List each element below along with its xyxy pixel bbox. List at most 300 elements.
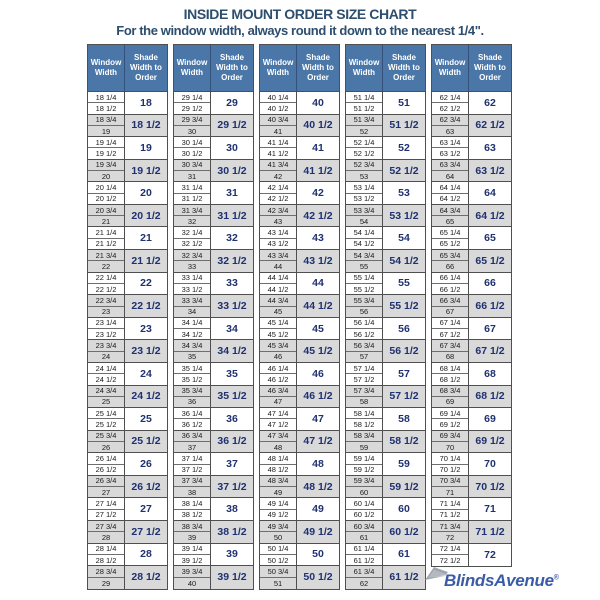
- size-group: [174, 476, 253, 499]
- window-width-cell: 40 1/2: [260, 103, 296, 113]
- shade-width-header: Shade Width to Order: [216, 53, 248, 82]
- window-width-column: [174, 318, 211, 340]
- window-width-cell: 54 1/4: [346, 227, 382, 238]
- shade-width-cell: 29 1/2: [211, 115, 253, 137]
- size-group: [88, 408, 167, 431]
- window-width-cell: 28 1/2: [88, 555, 124, 565]
- size-group: [432, 340, 511, 363]
- window-width-column: [346, 566, 383, 589]
- shade-width-cell: 67 1/2: [469, 340, 511, 362]
- window-width-column: [88, 250, 125, 272]
- window-width-cell: 34: [174, 307, 210, 317]
- window-width-column: [88, 227, 125, 249]
- window-width-column: [88, 160, 125, 182]
- window-width-cell: 61 3/4: [346, 566, 382, 578]
- window-width-cell: 71: [432, 487, 468, 497]
- window-width-cell: 39 1/4: [174, 544, 210, 555]
- shade-width-cell: 56: [383, 318, 425, 340]
- window-width-cell: 22 3/4: [88, 295, 124, 306]
- page-subtitle: For the window width, always round it down to the nearest 1/4".: [116, 23, 484, 38]
- window-width-column: [88, 566, 125, 589]
- window-width-cell: 55 3/4: [346, 295, 382, 306]
- window-width-cell: 33 1/2: [174, 284, 210, 294]
- window-width-cell: 21 3/4: [88, 250, 124, 261]
- size-group: [174, 340, 253, 363]
- window-width-cell: 43 1/4: [260, 227, 296, 238]
- window-width-column: [346, 340, 383, 362]
- size-group: [432, 498, 511, 521]
- window-width-column: [260, 521, 297, 543]
- window-width-column: [346, 92, 383, 114]
- shade-width-cell: 39 1/2: [211, 566, 253, 589]
- size-group: [432, 273, 511, 296]
- size-group: [88, 453, 167, 476]
- window-width-cell: 31 3/4: [174, 205, 210, 216]
- shade-width-cell: 48 1/2: [297, 476, 339, 498]
- size-group: [346, 340, 425, 363]
- window-width-column: [432, 92, 469, 114]
- size-group: [88, 340, 167, 363]
- window-width-cell: 62 1/4: [432, 92, 468, 103]
- window-width-cell: 64 3/4: [432, 205, 468, 216]
- size-group: [174, 115, 253, 138]
- window-width-cell: 44 3/4: [260, 295, 296, 306]
- shade-width-cell: 54: [383, 227, 425, 249]
- shade-width-cell: 21 1/2: [125, 250, 167, 272]
- window-width-cell: 48: [260, 442, 296, 452]
- shade-width-cell: 59: [383, 453, 425, 475]
- shade-width-header: Shade Width to Order: [130, 53, 162, 82]
- window-width-cell: 53 3/4: [346, 205, 382, 216]
- window-width-cell: 41 1/4: [260, 137, 296, 148]
- window-width-column: [88, 205, 125, 227]
- window-width-cell: 44 1/2: [260, 284, 296, 294]
- window-width-column: [260, 205, 297, 227]
- size-group: [88, 521, 167, 544]
- size-group: [432, 115, 511, 138]
- size-group: [432, 137, 511, 160]
- column-pair-2: [173, 44, 254, 590]
- logo-wordmark: BlindsAvenue®: [444, 571, 559, 590]
- size-group: [174, 318, 253, 341]
- window-width-cell: 41 1/2: [260, 148, 296, 158]
- window-width-cell: 39 1/2: [174, 555, 210, 565]
- shade-width-cell: 40 1/2: [297, 115, 339, 137]
- shade-width-cell: 47 1/2: [297, 431, 339, 453]
- window-width-cell: 22 1/2: [88, 284, 124, 294]
- size-group: [174, 137, 253, 160]
- window-width-cell: 45 3/4: [260, 340, 296, 351]
- shade-width-cell: 52: [383, 137, 425, 159]
- size-group: [346, 92, 425, 115]
- window-width-cell: 54: [346, 216, 382, 226]
- size-group: [174, 498, 253, 521]
- shade-width-cell: 36 1/2: [211, 431, 253, 453]
- window-width-cell: 55 1/2: [346, 284, 382, 294]
- window-width-cell: 24 1/4: [88, 363, 124, 374]
- window-width-cell: 19 3/4: [88, 160, 124, 171]
- window-width-cell: 25 1/2: [88, 419, 124, 429]
- size-group: [174, 182, 253, 205]
- window-width-column: [346, 227, 383, 249]
- window-width-cell: 71 1/2: [432, 510, 468, 520]
- size-group: [432, 295, 511, 318]
- size-group: [88, 137, 167, 160]
- pair-header: [346, 45, 425, 92]
- registered-mark: ®: [553, 574, 559, 582]
- size-group: [260, 205, 339, 228]
- shade-width-cell: 28 1/2: [125, 566, 167, 589]
- window-width-cell: 66: [432, 261, 468, 271]
- window-width-cell: 48 1/4: [260, 453, 296, 464]
- shade-width-cell: 27 1/2: [125, 521, 167, 543]
- size-group: [88, 205, 167, 228]
- size-group: [88, 160, 167, 183]
- window-width-column: [432, 340, 469, 362]
- window-width-cell: 31: [174, 171, 210, 181]
- shade-width-cell: 35: [211, 363, 253, 385]
- size-group: [260, 408, 339, 431]
- window-width-column: [88, 137, 125, 159]
- size-group: [432, 318, 511, 341]
- window-width-cell: 33 1/4: [174, 273, 210, 284]
- window-width-column: [260, 182, 297, 204]
- shade-width-cell: 21: [125, 227, 167, 249]
- shade-width-cell: 65 1/2: [469, 250, 511, 272]
- shade-width-cell: 23: [125, 318, 167, 340]
- window-width-cell: 25 3/4: [88, 431, 124, 442]
- window-width-cell: 44: [260, 261, 296, 271]
- window-width-cell: 23 1/2: [88, 329, 124, 339]
- window-width-cell: 22 1/4: [88, 273, 124, 284]
- window-width-column: [88, 295, 125, 317]
- shade-width-cell: 31: [211, 182, 253, 204]
- window-width-cell: 28 3/4: [88, 566, 124, 578]
- window-width-column: [174, 476, 211, 498]
- size-group: [260, 227, 339, 250]
- window-width-column: [88, 521, 125, 543]
- window-width-cell: 57 3/4: [346, 386, 382, 397]
- window-width-cell: 21 1/4: [88, 227, 124, 238]
- size-group: [260, 250, 339, 273]
- window-width-column: [174, 453, 211, 475]
- window-width-cell: 70: [432, 442, 468, 452]
- window-width-column: [174, 431, 211, 453]
- window-width-cell: 45: [260, 307, 296, 317]
- shade-width-cell: 34: [211, 318, 253, 340]
- window-width-column: [346, 137, 383, 159]
- window-width-cell: 20 1/4: [88, 182, 124, 193]
- window-width-cell: 50 3/4: [260, 566, 296, 578]
- window-width-column: [88, 273, 125, 295]
- shade-width-cell: 33 1/2: [211, 295, 253, 317]
- window-width-cell: 70 3/4: [432, 476, 468, 487]
- shade-width-cell: 58 1/2: [383, 431, 425, 453]
- shade-width-cell: 53 1/2: [383, 205, 425, 227]
- window-width-cell: 23: [88, 307, 124, 317]
- size-group: [174, 431, 253, 454]
- size-group: [88, 250, 167, 273]
- shade-width-cell: 65: [469, 227, 511, 249]
- window-width-cell: 35 1/2: [174, 374, 210, 384]
- window-width-cell: 59 1/4: [346, 453, 382, 464]
- window-width-cell: 30 3/4: [174, 160, 210, 171]
- window-width-cell: 31 1/4: [174, 182, 210, 193]
- size-group: [432, 227, 511, 250]
- column-pair-4: [345, 44, 426, 590]
- shade-width-cell: 19 1/2: [125, 160, 167, 182]
- size-group: [88, 92, 167, 115]
- window-width-column: [260, 160, 297, 182]
- window-width-cell: 55: [346, 261, 382, 271]
- size-group: [88, 115, 167, 138]
- size-group: [346, 318, 425, 341]
- size-group: [346, 363, 425, 386]
- size-group: [432, 408, 511, 431]
- window-width-column: [174, 205, 211, 227]
- window-width-header: Window Width: [88, 45, 125, 91]
- column-pair-3: [259, 44, 340, 590]
- size-group: [88, 544, 167, 567]
- shade-width-cell: 18: [125, 92, 167, 114]
- window-width-column: [346, 431, 383, 453]
- shade-width-cell: 62: [469, 92, 511, 114]
- shade-width-cell: 38: [211, 498, 253, 520]
- window-width-column: [174, 521, 211, 543]
- size-group: [260, 340, 339, 363]
- shade-width-cell: 30: [211, 137, 253, 159]
- shade-width-cell: 67: [469, 318, 511, 340]
- window-width-column: [260, 408, 297, 430]
- window-width-cell: 70 1/2: [432, 465, 468, 475]
- size-group: [432, 250, 511, 273]
- shade-width-cell: 25: [125, 408, 167, 430]
- shade-width-cell: 54 1/2: [383, 250, 425, 272]
- window-width-cell: 72 1/2: [432, 555, 468, 566]
- size-group: [174, 544, 253, 567]
- window-width-cell: 25 1/4: [88, 408, 124, 419]
- window-width-column: [174, 92, 211, 114]
- window-width-cell: 57 1/2: [346, 374, 382, 384]
- window-width-cell: 42: [260, 171, 296, 181]
- window-width-cell: 66 1/2: [432, 284, 468, 294]
- shade-width-cell: 32: [211, 227, 253, 249]
- shade-width-cell: 51 1/2: [383, 115, 425, 137]
- shade-width-cell: 58: [383, 408, 425, 430]
- window-width-cell: 19 1/2: [88, 148, 124, 158]
- window-width-cell: 56: [346, 307, 382, 317]
- window-width-cell: 19: [88, 126, 124, 136]
- shade-width-cell: 24 1/2: [125, 386, 167, 408]
- size-group: [88, 498, 167, 521]
- size-group: [346, 205, 425, 228]
- shade-width-cell: 64: [469, 182, 511, 204]
- size-group: [346, 521, 425, 544]
- window-width-column: [432, 318, 469, 340]
- window-width-cell: 72: [432, 532, 468, 542]
- shade-width-cell: 32 1/2: [211, 250, 253, 272]
- window-width-column: [346, 115, 383, 137]
- window-width-cell: 69 1/4: [432, 408, 468, 419]
- shade-width-cell: 23 1/2: [125, 340, 167, 362]
- shade-width-cell: 41: [297, 137, 339, 159]
- window-width-column: [346, 453, 383, 475]
- size-group: [432, 92, 511, 115]
- window-width-cell: 48 3/4: [260, 476, 296, 487]
- size-group: [346, 386, 425, 409]
- shade-width-cell: 69 1/2: [469, 431, 511, 453]
- window-width-cell: 65 1/4: [432, 227, 468, 238]
- window-width-column: [88, 476, 125, 498]
- shade-width-cell: 63: [469, 137, 511, 159]
- shade-width-cell: 46: [297, 363, 339, 385]
- window-width-header: Window Width: [260, 45, 297, 91]
- window-width-cell: 18 3/4: [88, 115, 124, 126]
- window-width-cell: 32: [174, 216, 210, 226]
- pair-header: [174, 45, 253, 92]
- window-width-cell: 27 1/2: [88, 510, 124, 520]
- window-width-column: [432, 453, 469, 475]
- window-width-column: [260, 273, 297, 295]
- shade-width-cell: 47: [297, 408, 339, 430]
- shade-width-cell: 52 1/2: [383, 160, 425, 182]
- window-width-cell: 37: [174, 442, 210, 452]
- window-width-column: [432, 498, 469, 520]
- shade-width-cell: 22 1/2: [125, 295, 167, 317]
- window-width-cell: 50: [260, 532, 296, 542]
- size-group: [346, 498, 425, 521]
- shade-width-cell: 66 1/2: [469, 295, 511, 317]
- window-width-cell: 32 3/4: [174, 250, 210, 261]
- shade-width-cell: 69: [469, 408, 511, 430]
- window-width-column: [346, 273, 383, 295]
- size-group: [174, 566, 253, 589]
- window-width-cell: 67 1/2: [432, 329, 468, 339]
- shade-width-cell: 29: [211, 92, 253, 114]
- size-group: [432, 453, 511, 476]
- window-width-cell: 30 1/4: [174, 137, 210, 148]
- size-group: [260, 476, 339, 499]
- window-width-cell: 63 1/4: [432, 137, 468, 148]
- window-width-column: [88, 431, 125, 453]
- window-width-cell: 29 1/2: [174, 103, 210, 113]
- window-width-cell: 29 1/4: [174, 92, 210, 103]
- window-width-cell: 70 1/4: [432, 453, 468, 464]
- window-width-cell: 29: [88, 578, 124, 589]
- pair-header: [260, 45, 339, 92]
- window-width-column: [174, 566, 211, 589]
- window-width-cell: 47 3/4: [260, 431, 296, 442]
- window-width-cell: 55 1/4: [346, 273, 382, 284]
- window-width-cell: 56 1/2: [346, 329, 382, 339]
- window-width-cell: 41 3/4: [260, 160, 296, 171]
- window-width-cell: 38 1/2: [174, 510, 210, 520]
- window-width-cell: 34 3/4: [174, 340, 210, 351]
- shade-width-cell: 57 1/2: [383, 386, 425, 408]
- window-width-cell: 62 3/4: [432, 115, 468, 126]
- shade-width-cell: 40: [297, 92, 339, 114]
- window-width-cell: 42 1/4: [260, 182, 296, 193]
- shade-width-cell: 41 1/2: [297, 160, 339, 182]
- window-width-cell: 63 1/2: [432, 148, 468, 158]
- window-width-cell: 36 1/4: [174, 408, 210, 419]
- size-group: [88, 295, 167, 318]
- size-group: [346, 137, 425, 160]
- window-width-column: [174, 273, 211, 295]
- window-width-cell: 67 1/4: [432, 318, 468, 329]
- window-width-cell: 40 1/4: [260, 92, 296, 103]
- shade-width-cell: 50 1/2: [297, 566, 339, 589]
- window-width-cell: 68 1/4: [432, 363, 468, 374]
- window-width-cell: 32 1/4: [174, 227, 210, 238]
- size-group: [260, 295, 339, 318]
- window-width-cell: 68 1/2: [432, 374, 468, 384]
- window-width-cell: 51 1/2: [346, 103, 382, 113]
- shade-width-cell: 60 1/2: [383, 521, 425, 543]
- window-width-cell: 64: [432, 171, 468, 181]
- size-group: [88, 182, 167, 205]
- window-width-cell: 46 1/4: [260, 363, 296, 374]
- window-width-cell: 68 3/4: [432, 386, 468, 397]
- window-width-column: [346, 182, 383, 204]
- window-width-cell: 37 3/4: [174, 476, 210, 487]
- shade-width-cell: 26 1/2: [125, 476, 167, 498]
- window-width-cell: 45 1/4: [260, 318, 296, 329]
- window-width-cell: 60: [346, 487, 382, 497]
- size-group: [88, 476, 167, 499]
- window-width-cell: 43 1/2: [260, 239, 296, 249]
- window-width-column: [88, 386, 125, 408]
- shade-width-cell: 59 1/2: [383, 476, 425, 498]
- window-width-cell: 39: [174, 532, 210, 542]
- window-width-column: [260, 115, 297, 137]
- window-width-column: [432, 386, 469, 408]
- shade-width-cell: 68 1/2: [469, 386, 511, 408]
- window-width-cell: 47 1/4: [260, 408, 296, 419]
- size-group: [346, 160, 425, 183]
- size-group: [260, 498, 339, 521]
- window-width-column: [88, 115, 125, 137]
- size-group: [432, 386, 511, 409]
- size-group: [260, 137, 339, 160]
- window-width-column: [346, 476, 383, 498]
- window-width-cell: 33 3/4: [174, 295, 210, 306]
- shade-width-cell: 37 1/2: [211, 476, 253, 498]
- window-width-cell: 37 1/2: [174, 465, 210, 475]
- window-width-column: [88, 453, 125, 475]
- window-width-cell: 31 1/2: [174, 194, 210, 204]
- window-width-column: [346, 521, 383, 543]
- size-group: [260, 363, 339, 386]
- window-width-column: [88, 92, 125, 114]
- window-width-cell: 36 3/4: [174, 431, 210, 442]
- window-width-cell: 62 1/2: [432, 103, 468, 113]
- window-width-cell: 50 1/4: [260, 544, 296, 555]
- window-width-cell: 61 1/2: [346, 555, 382, 565]
- shade-width-cell: 61 1/2: [383, 566, 425, 589]
- window-width-cell: 27: [88, 487, 124, 497]
- size-group: [174, 160, 253, 183]
- shade-width-cell: 72: [469, 544, 511, 567]
- window-width-cell: 37 1/4: [174, 453, 210, 464]
- window-width-cell: 44 1/4: [260, 273, 296, 284]
- shade-width-cell: 42: [297, 182, 339, 204]
- size-group: [432, 182, 511, 205]
- window-width-cell: 18 1/4: [88, 92, 124, 103]
- window-width-cell: 60 1/2: [346, 510, 382, 520]
- window-width-cell: 40 3/4: [260, 115, 296, 126]
- window-width-cell: 51: [260, 578, 296, 589]
